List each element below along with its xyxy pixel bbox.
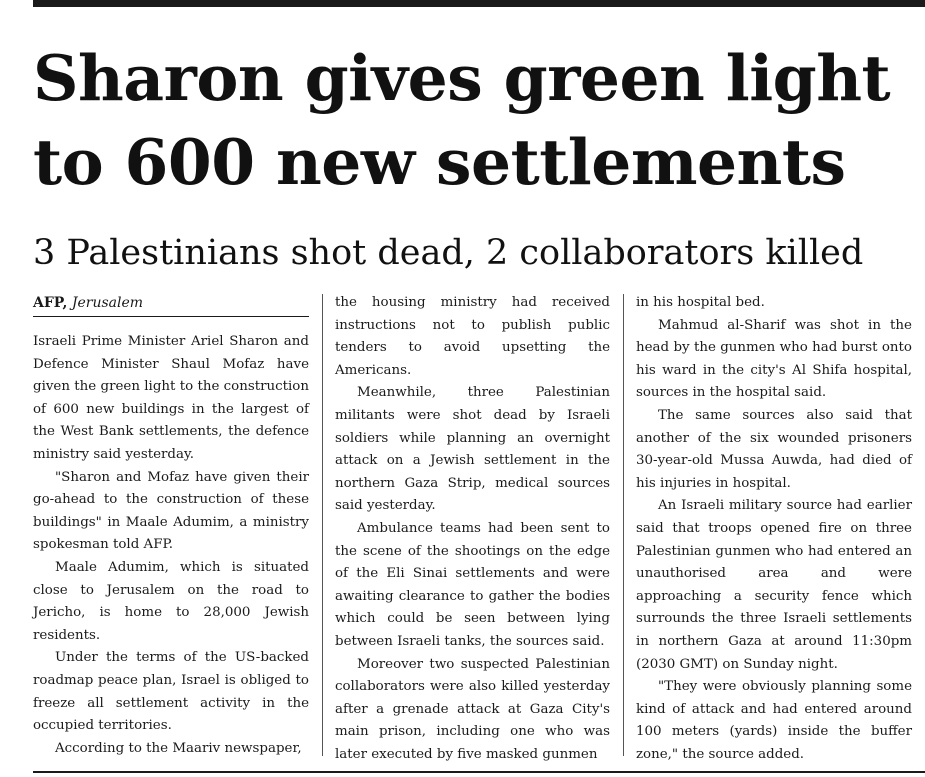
byline-agency: AFP, [33, 295, 68, 311]
paragraph: An Israeli military source had earlier said that troops opened fire on three Palestinian gunmen who had entered an unauthorised area and were approaching a security fence which surrounds the three Israeli settlements in northern Gaza at around 11:30pm (2030 GMT) on Sunday night. [636, 498, 912, 672]
paragraph: Israeli Prime Minister Ariel Sharon and Defence Minister Shaul Mofaz have given the green light to the construction of 600 new buildings in the largest of the West Bank settlements, the defence ministry said yesterday. [33, 334, 309, 462]
headline-line-1: Sharon gives green light [33, 41, 891, 115]
subheadline: 3 Palestinians shot dead, 2 collaborators killed [33, 233, 864, 273]
bottom-rule [33, 771, 925, 773]
paragraph: Meanwhile, three Palestinian militants were shot dead by Israeli soldiers while planning an overnight attack on a Jewish settlement in the northern Gaza Strip, medical sources said yesterday. [335, 385, 610, 514]
paragraph: "They were obviously planning some kind of attack and had entered around 100 meters (yards) inside the buffer zone," the source added. [636, 679, 912, 762]
column-divider [322, 294, 323, 756]
paragraph: Maale Adumim, which is situated close to Jerusalem on the road to Jericho, is home to 28,000 Jewish residents. [33, 559, 309, 643]
paragraph: "Sharon and Mofaz have given their go-ahead to the construction of these buildings" in Maale Adumim, a ministry spokesman told AFP. [33, 469, 309, 553]
headline-line-2: to 600 new settlements [33, 125, 846, 199]
column-2 [335, 292, 610, 766]
headline [33, 36, 923, 204]
paragraph: Mahmud al-Sharif was shot in the head by the gunmen who had burst onto his ward in the city's Al Shifa hospital, sources in the hospital said. [636, 317, 912, 401]
top-rule [33, 0, 925, 7]
column-1 [33, 292, 309, 760]
paragraph: in his hospital bed. [636, 295, 765, 310]
paragraph: Under the terms of the US-backed roadmap peace plan, Israel is obliged to freeze all settlement activity in the occupied territories. [33, 650, 309, 734]
column-3 [636, 292, 912, 766]
byline [33, 292, 309, 317]
paragraph: The same sources also said that another of the six wounded prisoners 30-year-old Mussa Auwda, had died of his injuries in hospital. [636, 407, 912, 491]
column-divider [623, 294, 624, 756]
paragraph: According to the Maariv newspaper, [55, 740, 302, 756]
paragraph: Moreover two suspected Palestinian collaborators were also killed yesterday after a grenade attack at Gaza City's main prison, including one who was later executed by five masked gunmen [335, 656, 610, 762]
byline-place: Jerusalem [71, 295, 144, 311]
paragraph: the housing ministry had received instructions not to publish public tenders to avoid upsetting the Americans. [335, 295, 610, 378]
paragraph: Ambulance teams had been sent to the scene of the shootings on the edge of the Eli Sinai settlements and were awaiting clearance to gather the bodies which could be seen between lying between Israeli tanks, the sources said. [335, 520, 610, 649]
